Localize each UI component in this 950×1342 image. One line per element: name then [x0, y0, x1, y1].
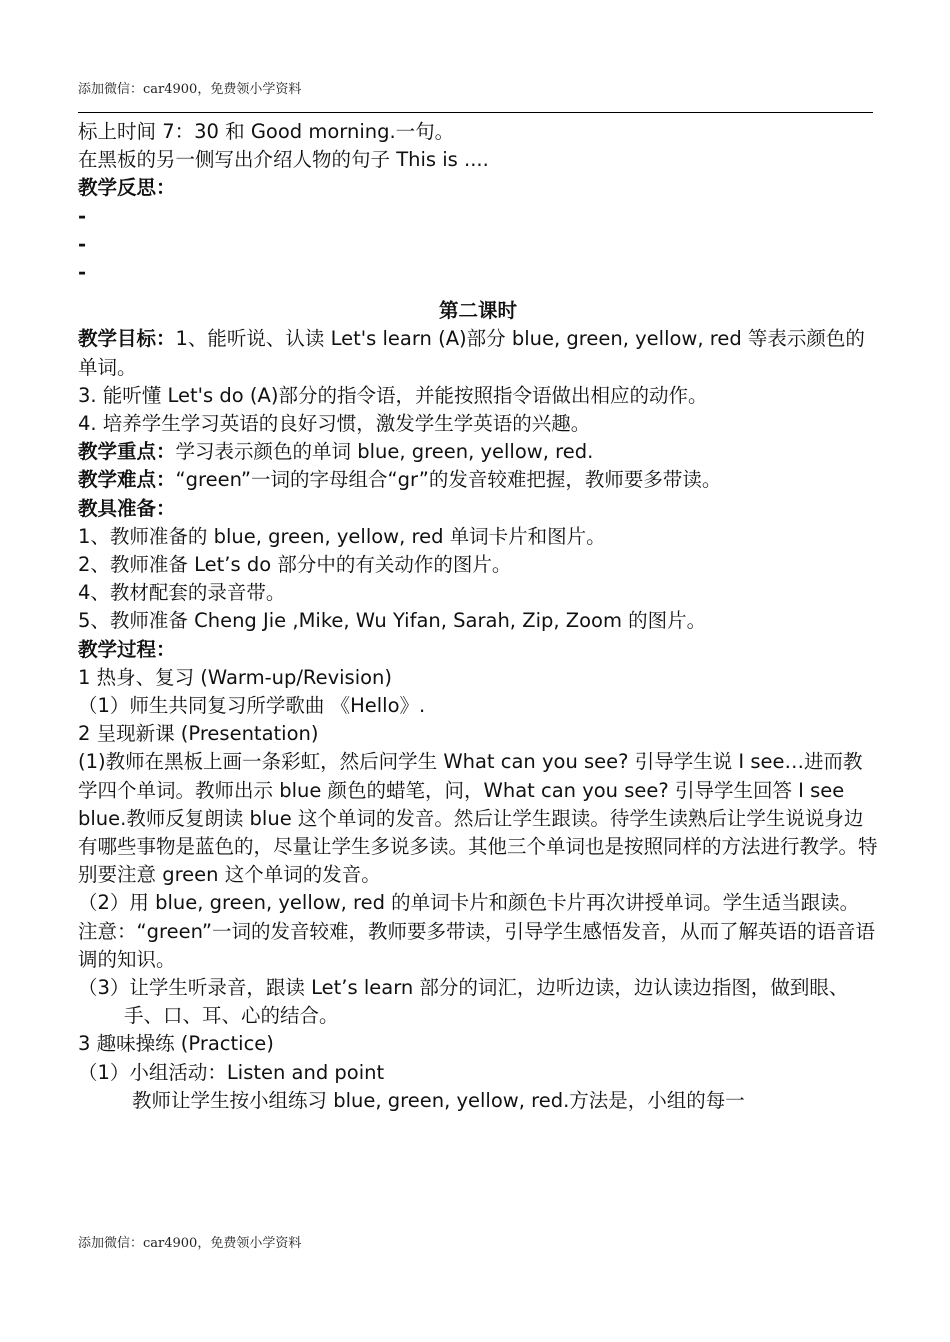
time-note-line: 标上时间 7：30 和 Good morning.一句。	[78, 120, 455, 143]
step-2-heading: 2 呈现新课 (Presentation)	[78, 722, 319, 746]
document-body	[78, 118, 878, 1115]
key-point-text: 学习表示颜色的单词 blue, green, yellow, red.	[175, 440, 594, 464]
step-2-item-3: （3）让学生听录音，跟读 Let’s learn 部分的词汇，边听边读，边认读边指图，做到眼、手、口、耳、心的结合。	[78, 976, 849, 1028]
step-2-item-1: (1)教师在黑板上画一条彩虹，然后问学生 What can you see? 引导学生说 I see…进而教学四个单词。教师出示 blue 颜色的蜡笔，问，What can you see? 引导学生回答 I see blue.教师反复朗读 blue 这个单词的发音。然后让学生跟读。待学生读熟后让学生说说身边有哪些事物是蓝色的，尽量让学生多说多读。其他三个单词也是按照同样的方法进行教学。特别要注意 green 这个单词的发音。	[78, 750, 878, 887]
objectives-label: 教学目标：	[78, 327, 176, 351]
step-3-item-1: （1）小组活动：Listen and point	[78, 1060, 385, 1084]
step-2-note: 注意：“green”一词的发音较难，教师要多带读，引导学生感悟发音，从而了解英语的语音语调的知识。	[78, 919, 875, 971]
objective-3: 3. 能听懂 Let's do (A)部分的指令语，并能按照指令语做出相应的动作。	[78, 383, 708, 407]
prep-item-2: 2、教师准备 Let’s do 部分中的有关动作的图片。	[78, 553, 512, 576]
objectives-paragraph	[78, 325, 878, 381]
prep-heading: 教具准备：	[78, 496, 176, 520]
step-2-item-2: （2）用 blue, green, yellow, red 的单词卡片和颜色卡片再次讲授单词。学生适当跟读。	[78, 891, 860, 915]
prep-item-1: 1、教师准备的 blue, green, yellow, red 单词卡片和图片。	[78, 524, 606, 548]
header-divider	[78, 112, 873, 113]
difficulty-label: 教学难点：	[78, 468, 176, 492]
page-header: 添加微信：car4900，免费领小学资料	[78, 82, 302, 97]
difficulty-text: “green”一词的字母组合“gr”的发音较难把握，教师要多带读。	[175, 468, 722, 492]
reflection-dash-3: -	[78, 260, 87, 284]
step-3-item-1-text: 教师让学生按小组练习 blue, green, yellow, red.方法是，小组的每一	[132, 1088, 745, 1112]
key-point-paragraph	[78, 438, 878, 466]
page-footer: 添加微信：car4900，免费领小学资料	[78, 1236, 302, 1251]
step-1-item-1: （1）师生共同复习所学歌曲 《Hello》.	[78, 694, 426, 718]
reflection-dash-1: -	[78, 204, 87, 228]
reflection-dash-2: -	[78, 232, 87, 256]
objective-4: 4. 培养学生学习英语的良好习惯，激发学生学英语的兴趣。	[78, 411, 591, 435]
prep-item-4: 4、教材配套的录音带。	[78, 581, 286, 605]
step-1-heading: 1 热身、复习 (Warm-up/Revision)	[78, 665, 393, 689]
reflection-heading: 教学反思：	[78, 176, 176, 200]
lesson-title: 第二课时	[438, 299, 517, 323]
prep-item-5: 5、教师准备 Cheng Jie ,Mike, Wu Yifan, Sarah, Zip, Zoom 的图片。	[78, 609, 707, 633]
intro-sentence-line: 在黑板的另一侧写出介绍人物的句子 This is ....	[78, 148, 489, 172]
step-3-heading: 3 趣味操练 (Practice)	[78, 1032, 274, 1056]
objective-1: 1、能听说、认读 Let's learn (A)部分 blue, green, yellow, red 等表示颜色的单词。	[78, 327, 865, 379]
difficulty-paragraph	[78, 466, 878, 494]
process-heading: 教学过程：	[78, 637, 176, 661]
key-point-label: 教学重点：	[78, 440, 176, 464]
